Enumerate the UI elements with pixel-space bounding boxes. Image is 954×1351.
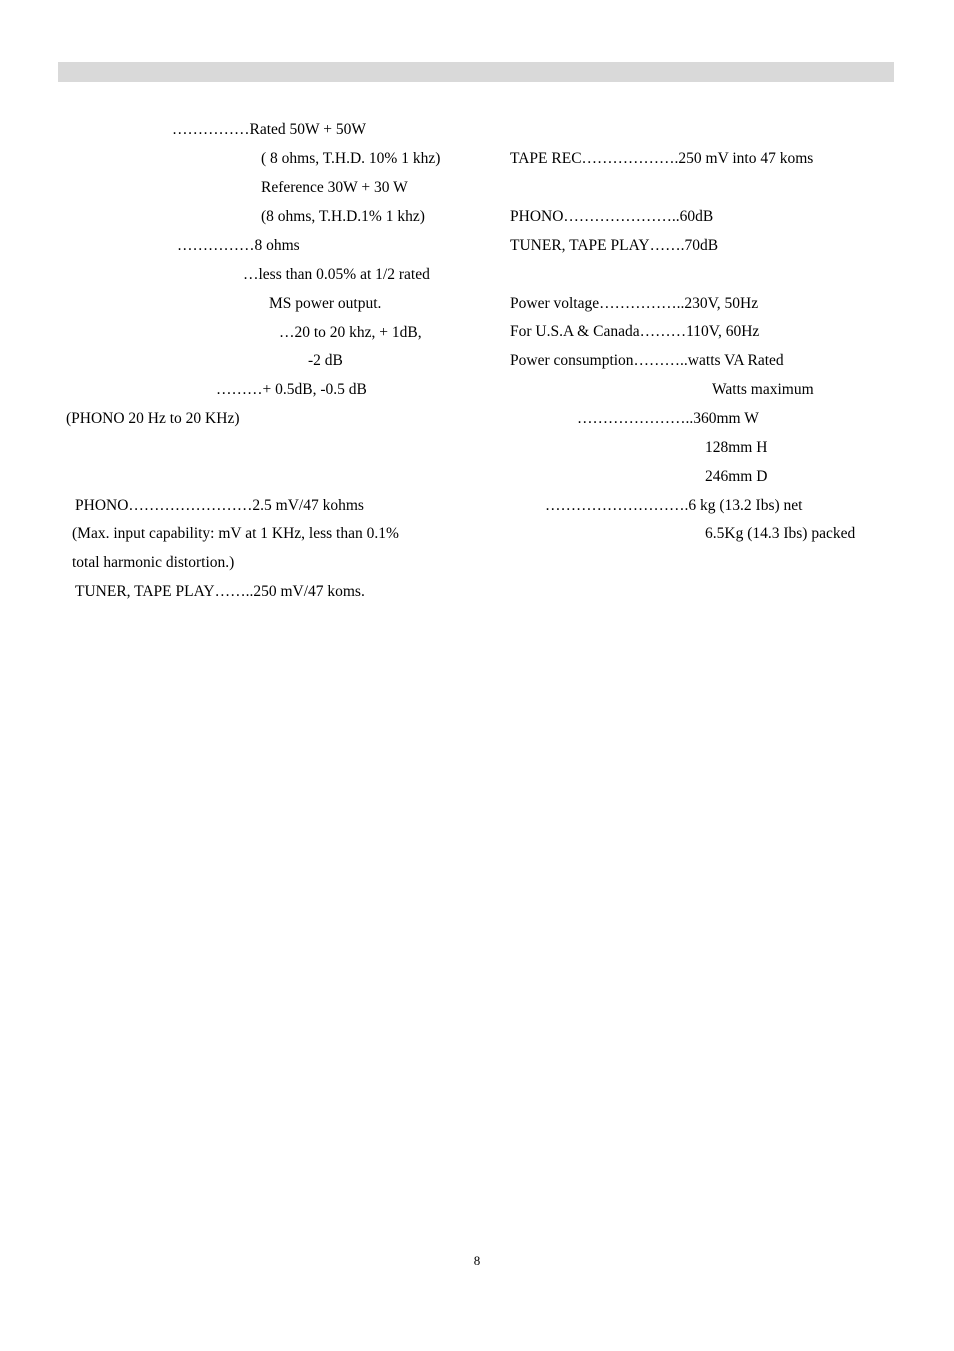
output-tape-rec: TAPE REC……………….250 mV into 47 koms bbox=[510, 150, 814, 167]
distortion-continued: MS power output. bbox=[269, 295, 382, 312]
riaa-range: (PHONO 20 Hz to 20 KHz) bbox=[66, 410, 240, 427]
power-voltage-usa-canada: For U.S.A & Canada………110V, 60Hz bbox=[510, 323, 760, 340]
power-output-rated: ……………Rated 50W + 50W bbox=[172, 121, 366, 138]
input-max-capability-continued: total harmonic distortion.) bbox=[72, 554, 235, 571]
weight-packed: 6.5Kg (14.3 Ibs) packed bbox=[705, 525, 856, 542]
dimension-depth: 246mm D bbox=[705, 468, 768, 485]
frequency-response: …20 to 20 khz, + 1dB, bbox=[279, 324, 422, 341]
power-output-rated-condition: ( 8 ohms, T.H.D. 10% 1 khz) bbox=[261, 150, 441, 167]
power-output-reference: Reference 30W + 30 W bbox=[261, 179, 408, 196]
load-impedance: ……………8 ohms bbox=[177, 237, 300, 254]
power-output-reference-condition: (8 ohms, T.H.D.1% 1 khz) bbox=[261, 208, 425, 225]
input-max-capability: (Max. input capability: mV at 1 KHz, less than 0.1% bbox=[72, 525, 399, 542]
power-consumption: Power consumption………..watts VA Rated bbox=[510, 352, 784, 369]
dimension-height: 128mm H bbox=[705, 439, 768, 456]
weight-net: ……………………….6 kg (13.2 Ibs) net bbox=[545, 497, 803, 514]
input-tuner-tape-play: TUNER, TAPE PLAY……..250 mV/47 koms. bbox=[75, 583, 365, 600]
page-number: 8 bbox=[473, 1253, 481, 1268]
distortion: …less than 0.05% at 1/2 rated bbox=[243, 266, 430, 283]
power-consumption-maximum: Watts maximum bbox=[712, 381, 814, 398]
header-bar bbox=[58, 62, 894, 82]
dimension-width: …………………..360mm W bbox=[577, 410, 759, 427]
power-voltage: Power voltage……………..230V, 50Hz bbox=[510, 295, 759, 312]
input-phono: PHONO……………………2.5 mV/47 kohms bbox=[75, 497, 364, 514]
sn-ratio-tuner-tape: TUNER, TAPE PLAY…….70dB bbox=[510, 237, 719, 254]
riaa-deviation: ………+ 0.5dB, -0.5 dB bbox=[216, 381, 367, 398]
frequency-response-continued: -2 dB bbox=[308, 352, 343, 369]
sn-ratio-phono: PHONO…………………..60dB bbox=[510, 208, 714, 225]
